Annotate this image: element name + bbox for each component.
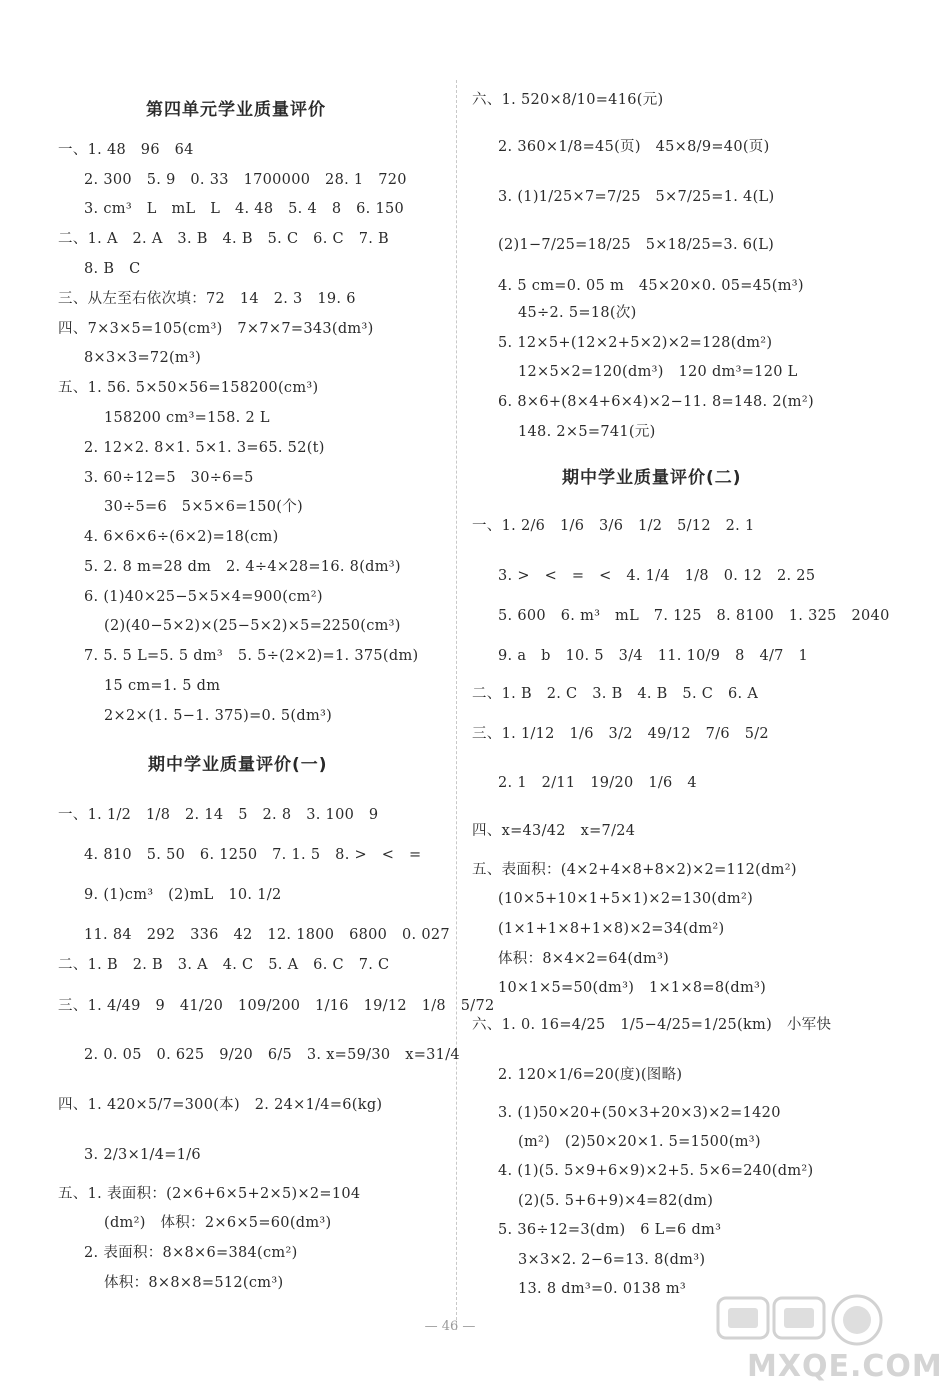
answer-line: 13. 8 dm³=0. 0138 m³ xyxy=(518,1281,687,1297)
answer-line: 6. 8×6+(8×4+6×4)×2−11. 8=148. 2(m²) xyxy=(498,394,814,410)
answer-line: 4. 6×6×6÷(6×2)=18(cm) xyxy=(84,529,279,545)
answer-line: 7. 5. 5 L=5. 5 dm³ 5. 5÷(2×2)=1. 375(dm) xyxy=(84,648,419,664)
answer-line: 4. (1)(5. 5×9+6×9)×2+5. 5×6=240(dm²) xyxy=(498,1163,814,1179)
answer-line: 三、1. 1/12 1/6 3/2 49/12 7/6 5/2 xyxy=(472,726,769,742)
answer-line: 三、1. 4/49 9 41/20 109/200 1/16 19/12 1/8 5/72 xyxy=(58,998,495,1014)
answer-line: 2. 360×1/8=45(页) 45×8/9=40(页) xyxy=(498,139,770,155)
answer-line: 3. (1)1/25×7=7/25 5×7/25=1. 4(L) xyxy=(498,189,775,205)
answer-line: 二、1. B 2. C 3. B 4. B 5. C 6. A xyxy=(472,686,759,702)
answer-line: 四、x=43/42 x=7/24 xyxy=(472,823,636,839)
answer-line: 5. 12×5+(12×2+5×2)×2=128(dm²) xyxy=(498,335,773,351)
section-heading: 期中学业质量评价(一) xyxy=(148,755,328,775)
answer-line: 2. 12×2. 8×1. 5×1. 3=65. 52(t) xyxy=(84,440,325,456)
answer-line: 2. 0. 05 0. 625 9/20 6/5 3. x=59/30 x=31/4 xyxy=(84,1047,460,1063)
page-number: — 46 — xyxy=(424,1319,476,1334)
answer-line: (2)1−7/25=18/25 5×18/25=3. 6(L) xyxy=(498,237,775,253)
answer-line: 4. 810 5. 50 6. 1250 7. 1. 5 8. > < = xyxy=(84,847,422,863)
section-heading: 期中学业质量评价(二) xyxy=(562,468,742,488)
answer-line: 2×2×(1. 5−1. 375)=0. 5(dm³) xyxy=(104,708,333,724)
answer-line: 9. a b 10. 5 3/4 11. 10/9 8 4/7 1 xyxy=(498,648,809,664)
answer-line: 2. 表面积：8×8×6=384(cm²) xyxy=(84,1245,298,1261)
answer-line: 2. 300 5. 9 0. 33 1700000 28. 1 720 xyxy=(84,172,407,188)
answer-line: 体积：8×8×8=512(cm³) xyxy=(104,1275,284,1291)
answer-line: 五、表面积：(4×2+4×8+8×2)×2=112(dm²) xyxy=(472,862,797,878)
answer-line: 四、7×3×5=105(cm³) 7×7×7=343(dm³) xyxy=(58,321,374,337)
answer-line: 45÷2. 5=18(次) xyxy=(518,305,637,321)
answer-line: 12×5×2=120(dm³) 120 dm³=120 L xyxy=(518,364,798,380)
answer-line: 一、1. 1/2 1/8 2. 14 5 2. 8 3. 100 9 xyxy=(58,807,379,823)
column-divider xyxy=(456,80,457,1330)
answer-line: 体积：8×4×2=64(dm³) xyxy=(498,951,670,967)
answer-line: (dm²) 体积：2×6×5=60(dm³) xyxy=(104,1215,332,1231)
answer-line: 5. 36÷12=3(dm) 6 L=6 dm³ xyxy=(498,1222,722,1238)
answer-line: 15 cm=1. 5 dm xyxy=(104,678,221,694)
answer-line: 2. 1 2/11 19/20 1/6 4 xyxy=(498,775,697,791)
answer-line: 6. (1)40×25−5×5×4=900(cm²) xyxy=(84,589,323,605)
section-heading: 第四单元学业质量评价 xyxy=(146,100,326,120)
answer-line: 二、1. A 2. A 3. B 4. B 5. C 6. C 7. B xyxy=(58,231,390,247)
answer-line: 30÷5=6 5×5×6=150(个) xyxy=(104,499,304,515)
answer-line: 5. 600 6. m³ mL 7. 125 8. 8100 1. 325 2040 xyxy=(498,608,890,624)
watermark-text: MXQE.COM xyxy=(747,1349,943,1384)
answer-line: 4. 5 cm=0. 05 m 45×20×0. 05=45(m³) xyxy=(498,278,804,294)
answer-line: 3. 60÷12=5 30÷6=5 xyxy=(84,470,254,486)
answer-line: 五、1. 表面积：(2×6+6×5+2×5)×2=104 xyxy=(58,1186,361,1202)
answer-line: (2)(5. 5+6+9)×4=82(dm) xyxy=(518,1193,714,1209)
answer-line: (m²) (2)50×20×1. 5=1500(m³) xyxy=(518,1134,761,1150)
answer-line: 一、1. 48 96 64 xyxy=(58,142,194,158)
answer-line: 2. 120×1/6=20(度)(图略) xyxy=(498,1067,683,1083)
answer-line: 9. (1)cm³ (2)mL 10. 1/2 xyxy=(84,887,282,903)
answer-line: 3×3×2. 2−6=13. 8(dm³) xyxy=(518,1252,706,1268)
answer-line: 一、1. 2/6 1/6 3/6 1/2 5/12 2. 1 xyxy=(472,518,755,534)
answer-line: 3. > < = < 4. 1/4 1/8 0. 12 2. 25 xyxy=(498,568,816,584)
answer-line: 8×3×3=72(m³) xyxy=(84,350,202,366)
answer-line: 二、1. B 2. B 3. A 4. C 5. A 6. C 7. C xyxy=(58,957,390,973)
answer-line: (2)(40−5×2)×(25−5×2)×5=2250(cm³) xyxy=(104,618,401,634)
answer-line: (10×5+10×1+5×1)×2=130(dm²) xyxy=(498,891,754,907)
answer-line: 五、1. 56. 5×50×56=158200(cm³) xyxy=(58,380,319,396)
answer-line: 5. 2. 8 m=28 dm 2. 4÷4×28=16. 8(dm³) xyxy=(84,559,401,575)
answer-line: 六、1. 0. 16=4/25 1/5−4/25=1/25(km) 小军快 xyxy=(472,1017,832,1033)
answer-line: 三、从左至右依次填：72 14 2. 3 19. 6 xyxy=(58,291,356,307)
answer-line: 148. 2×5=741(元) xyxy=(518,424,656,440)
answer-line: 四、1. 420×5/7=300(本) 2. 24×1/4=6(kg) xyxy=(58,1097,383,1113)
answer-line: (1×1+1×8+1×8)×2=34(dm²) xyxy=(498,921,725,937)
answer-line: 158200 cm³=158. 2 L xyxy=(104,410,270,426)
answer-line: 六、1. 520×8/10=416(元) xyxy=(472,92,664,108)
answer-line: 11. 84 292 336 42 12. 1800 6800 0. 027 xyxy=(84,927,450,943)
answer-line: 10×1×5=50(dm³) 1×1×8=8(dm³) xyxy=(498,980,767,996)
answer-line: 8. B C xyxy=(84,261,141,277)
answer-line: 3. (1)50×20+(50×3+20×3)×2=1420 xyxy=(498,1105,781,1121)
answer-line: 3. 2/3×1/4=1/6 xyxy=(84,1147,201,1163)
answer-line: 3. cm³ L mL L 4. 48 5. 4 8 6. 150 xyxy=(84,201,405,217)
